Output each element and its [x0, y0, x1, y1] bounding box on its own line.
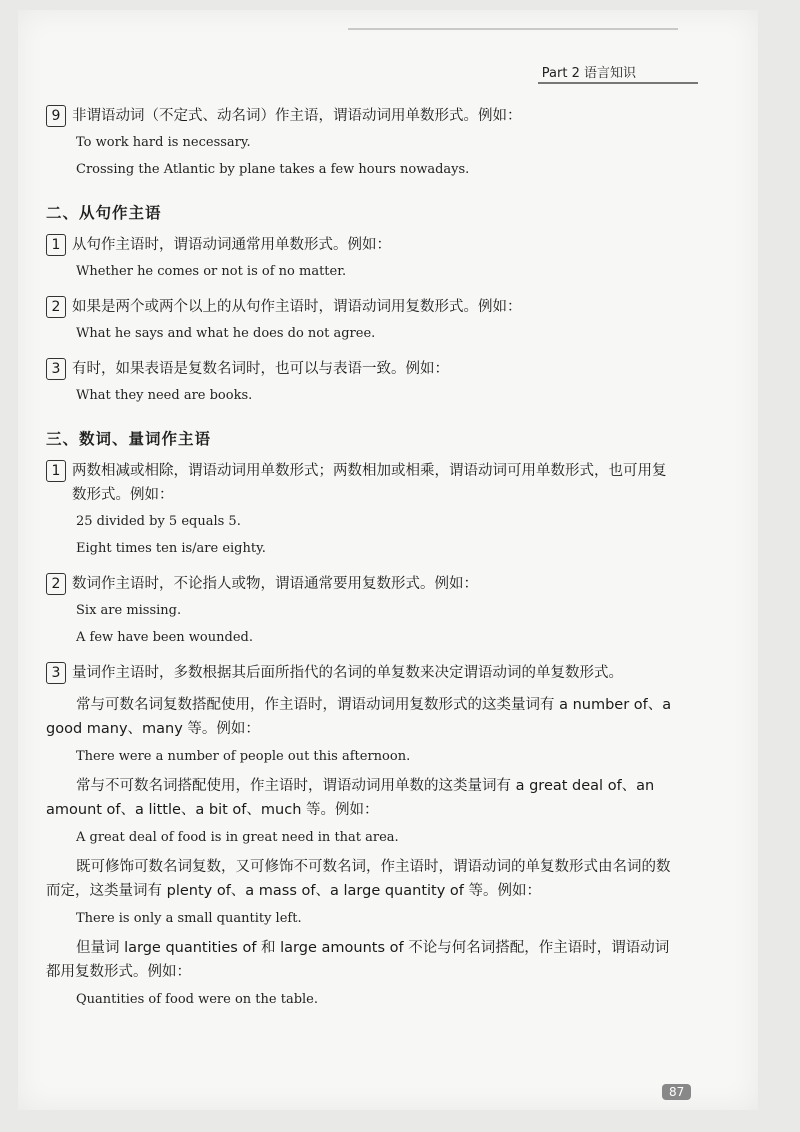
section2-item-1	[46, 233, 678, 281]
page-content	[46, 104, 678, 1023]
page-number: 87	[662, 1084, 691, 1100]
example-sentence: There were a number of people out this afternoon.	[76, 749, 411, 764]
example-sentence: A few have been wounded.	[76, 630, 253, 645]
rule-text: 有时，如果表语是复数名词时，也可以与表语一致。例如：	[72, 361, 449, 377]
example-sentence: 25 divided by 5 equals 5.	[76, 514, 241, 529]
explanation-paragraph: 常与可数名词复数搭配使用，作主语时，谓语动词用复数形式的这类量词有 a number of、a good many、many 等。例如：	[46, 697, 672, 737]
section-heading: 三、数词、量词作主语	[46, 430, 212, 448]
running-header: Part 2 语言知识	[541, 66, 636, 81]
item-number: 1	[46, 234, 66, 256]
section-heading: 二、从句作主语	[46, 204, 162, 222]
header-underline	[538, 82, 698, 84]
section3-item-2	[46, 572, 678, 647]
item-number: 1	[46, 460, 66, 482]
item-number: 3	[46, 662, 66, 684]
example-sentence: Eight times ten is/are eighty.	[76, 541, 266, 556]
rule-text: 从句作主语时，谓语动词通常用单数形式。例如：	[72, 237, 391, 253]
example-sentence: To work hard is necessary.	[76, 135, 251, 150]
example-sentence: A great deal of food is in great need in that area.	[76, 830, 399, 845]
explanation-paragraph: 常与不可数名词搭配使用，作主语时，谓语动词用单数的这类量词有 a great deal of、an amount of、a little、a bit of、much 等。例如：	[46, 778, 655, 818]
explanation-paragraph: 但量词 large quantities of 和 large amounts of 不论与何名词搭配，作主语时，谓语动词都用复数形式。例如：	[46, 940, 670, 980]
item-number: 3	[46, 358, 66, 380]
section3-item-3	[46, 661, 678, 1009]
item-number: 2	[46, 296, 66, 318]
explanation-paragraph: 既可修饰可数名词复数，又可修饰不可数名词，作主语时，谓语动词的单复数形式由名词的数而定，这类量词有 plenty of、a mass of、a large quantity of 等。例如：	[46, 859, 671, 899]
top-rule	[348, 28, 678, 30]
rule-text: 两数相减或相除，谓语动词用单数形式；两数相加或相乘，谓语动词可用单数形式，也可用复数形式。例如：	[72, 463, 667, 503]
rule-text: 量词作主语时，多数根据其后面所指代的名词的单复数来决定谓语动词的单复数形式。	[72, 665, 623, 681]
rule-text: 数词作主语时，不论指人或物，谓语通常要用复数形式。例如：	[72, 576, 478, 592]
example-sentence: What he says and what he does do not agree.	[76, 326, 376, 341]
example-sentence: There is only a small quantity left.	[76, 911, 302, 926]
example-sentence: Quantities of food were on the table.	[76, 992, 318, 1007]
example-sentence: Six are missing.	[76, 603, 182, 618]
item-number: 2	[46, 573, 66, 595]
item-9	[46, 104, 678, 179]
section2-item-3	[46, 357, 678, 405]
section2-item-2	[46, 295, 678, 343]
rule-text: 非谓语动词（不定式、动名词）作主语，谓语动词用单数形式。例如：	[72, 108, 522, 124]
example-sentence: Crossing the Atlantic by plane takes a few hours nowadays.	[76, 162, 470, 177]
section3-item-1	[46, 459, 678, 558]
example-sentence: What they need are books.	[76, 388, 253, 403]
rule-text: 如果是两个或两个以上的从句作主语时，谓语动词用复数形式。例如：	[72, 299, 522, 315]
example-sentence: Whether he comes or not is of no matter.	[76, 264, 347, 279]
item-number: 9	[46, 105, 66, 127]
